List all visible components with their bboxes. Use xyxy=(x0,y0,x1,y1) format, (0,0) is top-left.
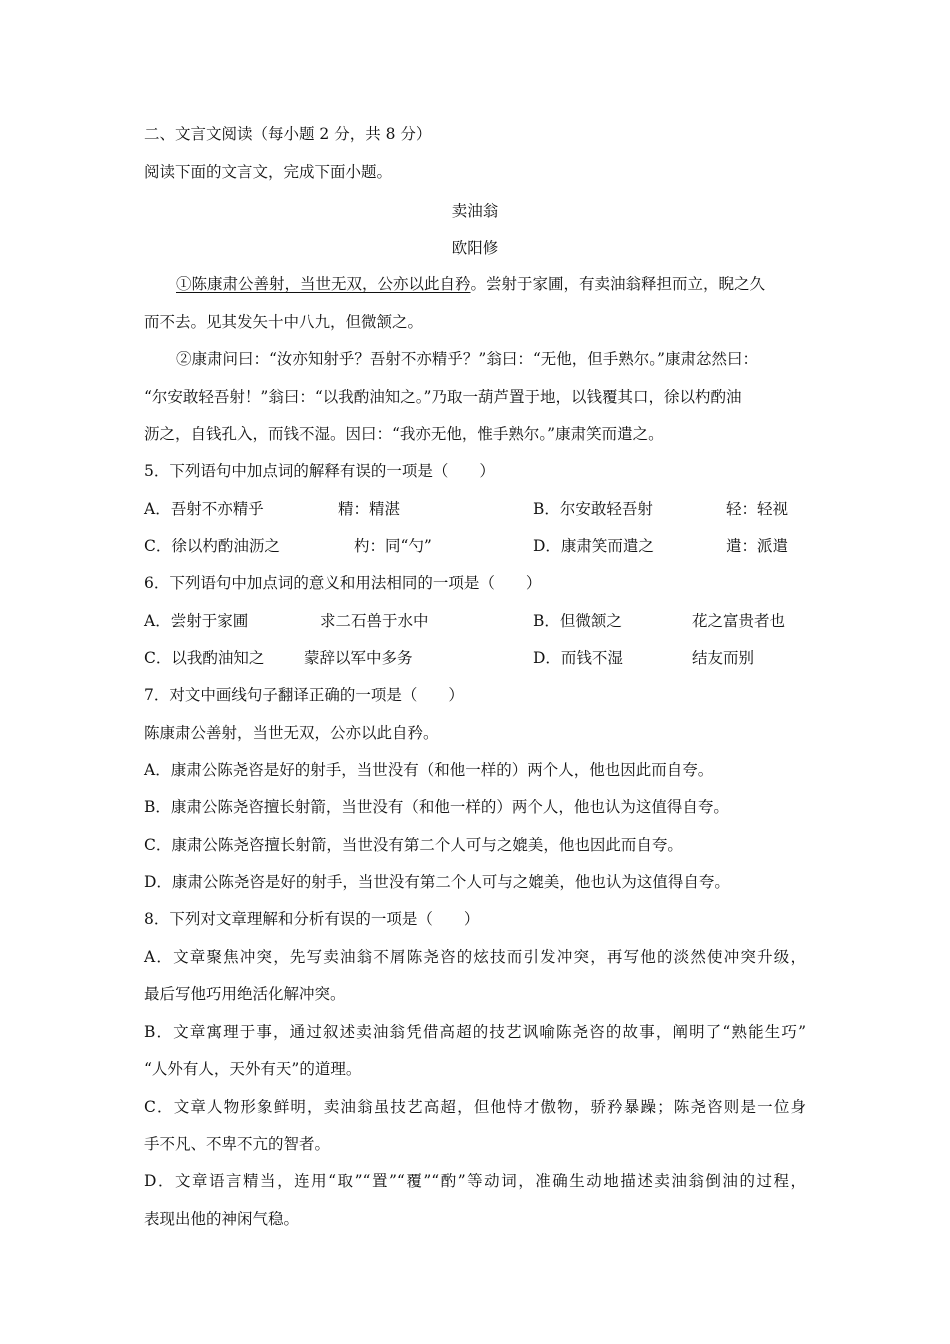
q5-option-d-sentence: D．康肃笑而遣之 xyxy=(533,537,654,555)
q5-option-d-definition: 遣：派遣 xyxy=(726,537,789,555)
q5-option-a-sentence: A．吾射不亦精乎 xyxy=(144,500,264,518)
q5-option-b-sentence: B．尔安敢轻吾射 xyxy=(533,500,653,518)
q7-stem: 7．对文中画线句子翻译正确的一项是（ ） xyxy=(144,686,464,704)
q8-option-b-line-2: “人外有人，天外有天”的道理。 xyxy=(144,1060,362,1078)
passage-paragraph-2-line-2: “尔安敢轻吾射！”翁曰：“以我酌油知之。”乃取一葫芦置于地，以钱覆其口，徐以杓酌油 xyxy=(144,388,742,406)
passage-paragraph-2-line-3: 沥之，自钱孔入，而钱不湿。因曰：“我亦无他，惟手熟尔。”康肃笑而遣之。 xyxy=(144,425,664,443)
q8-option-a-line-2: 最后写他巧用绝活化解冲突。 xyxy=(144,985,346,1003)
q7-option-b: B．康肃公陈尧咨擅长射箭，当世没有（和他一样的）两个人，他也认为这值得自夸。 xyxy=(144,798,729,816)
q8-stem: 8．下列对文章理解和分析有误的一项是（ ） xyxy=(144,910,480,928)
q8-option-d-line-2: 表现出他的神闲气稳。 xyxy=(144,1210,300,1228)
q8-option-c-line-2: 手不凡、不卑不亢的智者。 xyxy=(144,1135,331,1153)
q8-option-c-line-1: C．文章人物形象鲜明，卖油翁虽技艺高超，但他恃才傲物，骄矜暴躁；陈尧咨则是一位身 xyxy=(144,1098,806,1116)
q7-sentence: 陈康肃公善射，当世无双，公亦以此自矜。 xyxy=(144,724,439,742)
q6-option-c-first: C．以我酌油知之 xyxy=(144,649,265,667)
q6-option-d-first: D．而钱不湿 xyxy=(533,649,623,667)
passage-author: 欧阳修 xyxy=(451,239,499,257)
q6-option-a-second: 求二石兽于水中 xyxy=(320,612,429,630)
passage-paragraph-1-line-2: 而不去。见其发矢十中八九，但微颔之。 xyxy=(144,313,424,331)
q6-option-a-first: A．尝射于家圃 xyxy=(144,612,249,630)
q5-option-c-definition: 杓：同“勺” xyxy=(354,537,432,555)
q5-option-a-definition: 精：精湛 xyxy=(338,500,401,518)
q8-option-d-line-1: D．文章语言精当，连用“取”“置”“覆”“酌”等动词，准确生动地描述卖油翁倒油的过程， xyxy=(144,1172,806,1190)
q7-option-d: D．康肃公陈尧咨是好的射手，当世没有第二个人可与之媲美，他也认为这值得自夸。 xyxy=(144,873,730,891)
passage-paragraph-1-line-1: ①陈康肃公善射，当世无双，公亦以此自矜。尝射于家圃，有卖油翁释担而立，睨之久 xyxy=(176,275,766,293)
q6-stem: 6．下列语句中加点词的意义和用法相同的一项是（ ） xyxy=(144,574,542,592)
q6-option-d-second: 结友而别 xyxy=(692,649,755,667)
q5-option-c-sentence: C．徐以杓酌油沥之 xyxy=(144,537,280,555)
q7-option-a: A．康肃公陈尧咨是好的射手，当世没有（和他一样的）两个人，他也因此而自夸。 xyxy=(144,761,714,779)
instruction: 阅读下面的文言文，完成下面小题。 xyxy=(144,163,393,181)
underlined-sentence: ①陈康肃公善射，当世无双，公亦以此自矜 xyxy=(176,275,471,293)
q8-option-b-line-1: B．文章寓理于事，通过叙述卖油翁凭借高超的技艺讽喻陈尧咨的故事，阐明了“熟能生巧” xyxy=(144,1023,806,1041)
passage-paragraph-2-line-1: ②康肃问曰：“汝亦知射乎？吾射不亦精乎？”翁曰：“无他，但手熟尔。”康肃忿然曰： xyxy=(176,350,758,368)
q7-option-c: C．康肃公陈尧咨擅长射箭，当世没有第二个人可与之媲美，他也因此而自夸。 xyxy=(144,836,683,854)
q5-stem: 5．下列语句中加点词的解释有误的一项是（ ） xyxy=(144,462,495,480)
passage-title: 卖油翁 xyxy=(451,202,499,220)
section-header: 二、文言文阅读（每小题 2 分，共 8 分） xyxy=(144,125,432,143)
q6-option-b-second: 花之富贵者也 xyxy=(692,612,786,630)
q6-option-b-first: B．但微颔之 xyxy=(533,612,622,630)
q6-option-c-second: 蒙辞以军中多务 xyxy=(304,649,413,667)
q8-option-a-line-1: A．文章聚焦冲突，先写卖油翁不屑陈尧咨的炫技而引发冲突，再写他的淡然使冲突升级， xyxy=(144,948,806,966)
q5-option-b-definition: 轻：轻视 xyxy=(726,500,789,518)
